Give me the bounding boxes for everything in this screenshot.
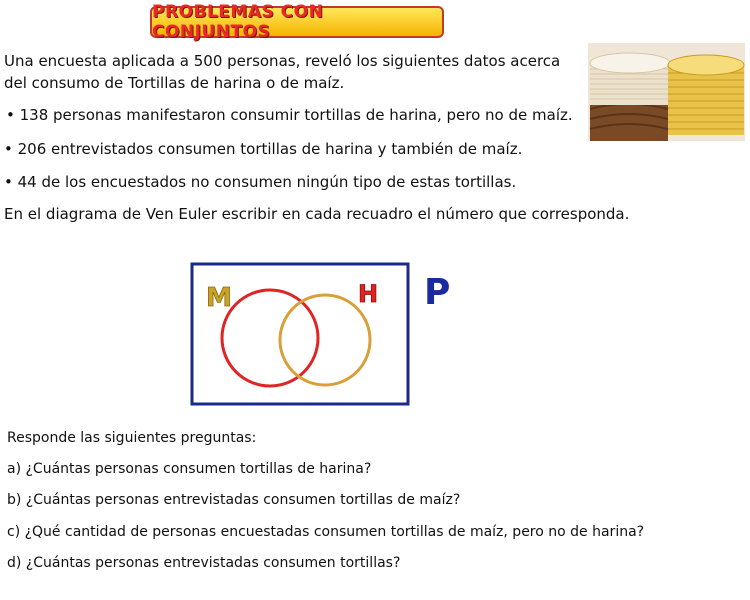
question-a: a) ¿Cuántas personas consumen tortillas de harina?	[7, 461, 372, 477]
question-c: c) ¿Qué cantidad de personas encuestadas consumen tortillas de maíz, pero no de harina?	[7, 524, 645, 540]
venn-circle-m	[222, 290, 318, 386]
venn-diagram	[190, 262, 460, 408]
bullet-harina-no-maiz: • 138 personas manifestaron consumir tortillas de harina, pero no de maíz.	[6, 106, 573, 124]
instruction-text: En el diagrama de Ven Euler escribir en cada recuadro el número que corresponda.	[4, 205, 630, 223]
venn-label-m: M	[206, 283, 232, 313]
question-d: d) ¿Cuántas personas entrevistadas consumen tortillas?	[7, 555, 401, 571]
tortillas-photo-icon	[588, 43, 745, 141]
question-b: b) ¿Cuántas personas entrevistadas consumen tortillas de maíz?	[7, 492, 461, 508]
tortillas-photo	[588, 43, 745, 141]
intro-text: Una encuesta aplicada a 500 personas, reveló los siguientes datos acerca del consumo de Tortillas de harina o de maíz.	[4, 52, 561, 92]
page-title: PROBLEMAS CON CONJUNTOS	[150, 6, 444, 38]
bullet-ninguna: • 44 de los encuestados no consumen ningún tipo de estas tortillas.	[4, 173, 517, 191]
venn-label-h: H	[358, 280, 379, 308]
venn-label-p: P	[424, 272, 451, 313]
venn-circle-h	[280, 295, 370, 385]
questions-intro: Responde las siguientes preguntas:	[7, 430, 257, 446]
bullet-harina-y-maiz: • 206 entrevistados consumen tortillas de harina y también de maíz.	[4, 140, 523, 158]
